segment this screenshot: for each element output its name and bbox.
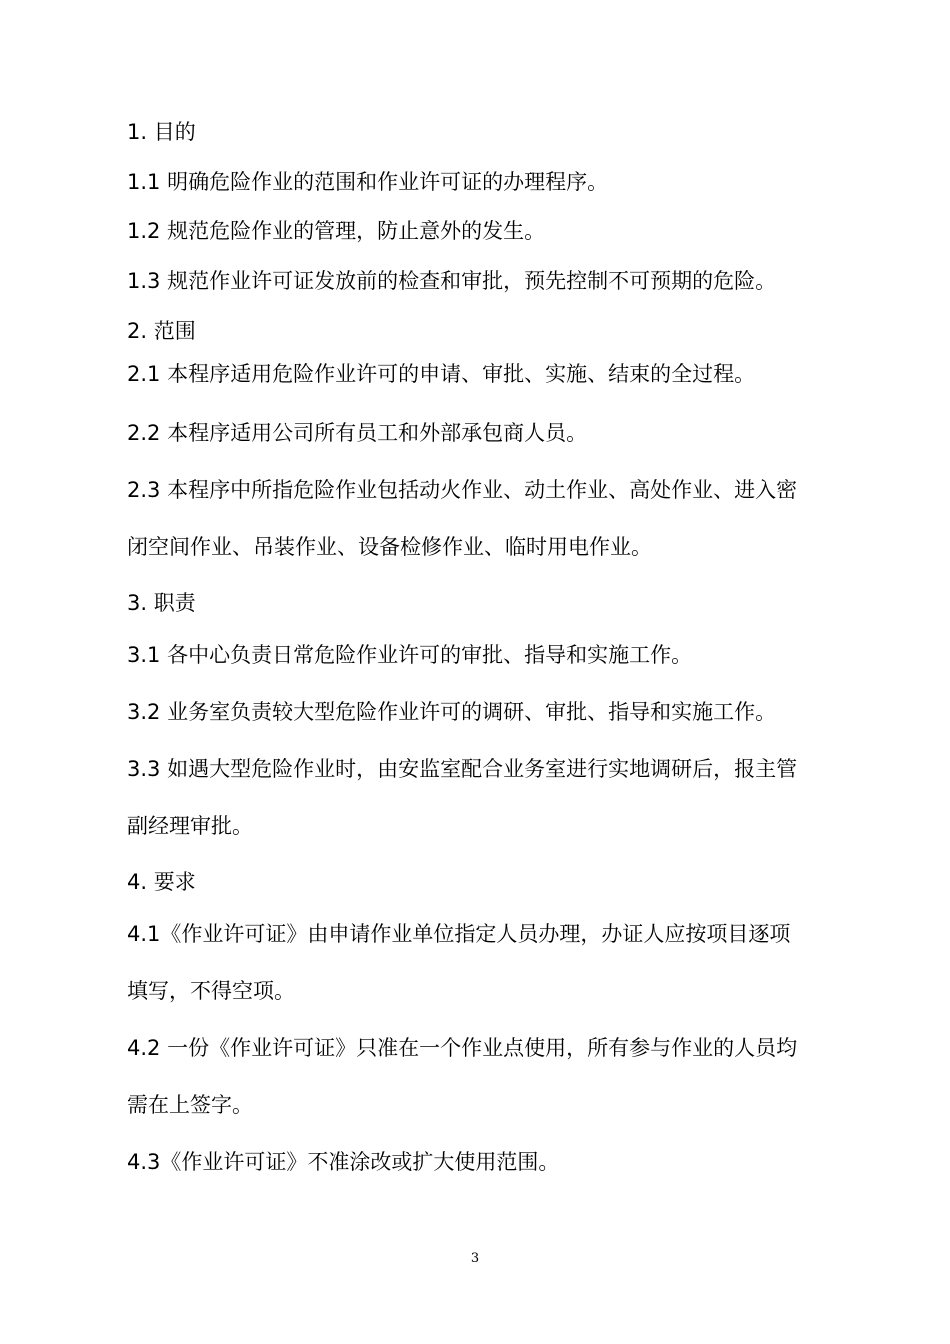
page-number: 3	[470, 1251, 480, 1266]
paragraph-3-1: 3.1 各中心负责日常危险作业许可的审批、指导和实施工作。	[127, 643, 693, 667]
paragraph-4-1-line-1: 4.1《作业许可证》由申请作业单位指定人员办理，办证人应按项目逐项	[127, 922, 791, 946]
paragraph-2-1: 2.1 本程序适用危险作业许可的申请、审批、实施、结束的全过程。	[127, 362, 756, 386]
paragraph-1-1: 1.1 明确危险作业的范围和作业许可证的办理程序。	[127, 170, 609, 194]
paragraph-4-2-line-2: 需在上签字。	[127, 1093, 253, 1117]
paragraph-1-3: 1.3 规范作业许可证发放前的检查和审批，预先控制不可预期的危险。	[127, 269, 777, 293]
heading-responsibilities: 3. 职责	[127, 591, 196, 615]
heading-purpose: 1. 目的	[127, 120, 196, 144]
paragraph-1-2: 1.2 规范危险作业的管理，防止意外的发生。	[127, 219, 546, 243]
paragraph-4-1-line-2: 填写，不得空项。	[127, 979, 295, 1003]
paragraph-4-2-line-1: 4.2 一份《作业许可证》只准在一个作业点使用，所有参与作业的人员均	[127, 1036, 798, 1060]
paragraph-2-3-line-1: 2.3 本程序中所指危险作业包括动火作业、动土作业、高处作业、进入密	[127, 478, 798, 502]
paragraph-3-2: 3.2 业务室负责较大型危险作业许可的调研、审批、指导和实施工作。	[127, 700, 777, 724]
paragraph-3-3-line-1: 3.3 如遇大型危险作业时，由安监室配合业务室进行实地调研后，报主管	[127, 757, 798, 781]
heading-scope: 2. 范围	[127, 319, 196, 343]
paragraph-4-3: 4.3《作业许可证》不准涂改或扩大使用范围。	[127, 1150, 560, 1174]
heading-requirements: 4. 要求	[127, 870, 196, 894]
paragraph-2-3-line-2: 闭空间作业、吊装作业、设备检修作业、临时用电作业。	[127, 535, 652, 559]
paragraph-2-2: 2.2 本程序适用公司所有员工和外部承包商人员。	[127, 421, 588, 445]
paragraph-3-3-line-2: 副经理审批。	[127, 814, 253, 838]
